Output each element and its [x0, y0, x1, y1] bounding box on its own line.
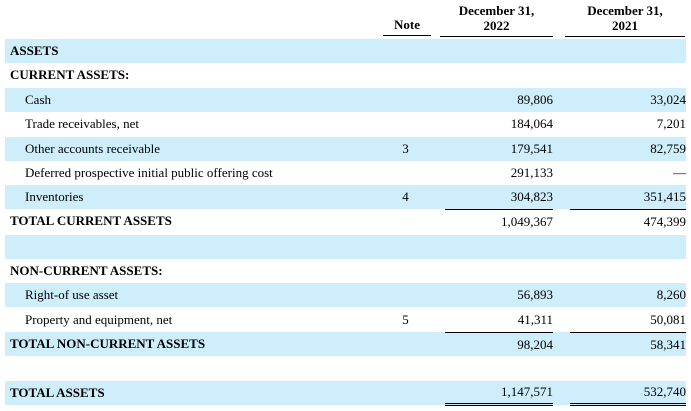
row-note: 3: [402, 141, 409, 156]
col-2021-line1: December 31,: [587, 3, 663, 18]
row-note: [375, 88, 436, 112]
row-value-2022: 1,147,571: [445, 381, 553, 406]
row-value-2021: 33,024: [650, 92, 686, 107]
table-row-cash: [5, 88, 686, 112]
section-current-assets-label: CURRENT ASSETS:: [10, 67, 130, 82]
spacer-row: [5, 235, 686, 259]
row-value-2022: 291,133: [510, 165, 553, 180]
row-value-2021: 351,415: [643, 189, 686, 204]
table-row-property-equipment: [5, 308, 686, 332]
table-row-total-current-assets: [5, 209, 686, 233]
table-row-total-non-current-assets: [5, 332, 686, 356]
row-value-2022: 304,823: [510, 189, 553, 204]
row-label: TOTAL NON-CURRENT ASSETS: [10, 336, 206, 351]
section-assets: [5, 39, 686, 63]
row-label: TOTAL ASSETS: [10, 385, 105, 400]
table-row-right-of-use: [5, 283, 686, 307]
row-value-2022: 184,064: [510, 116, 553, 131]
table-row-deferred-ipo-cost: [5, 161, 686, 185]
row-value-2022: 41,311: [517, 312, 553, 327]
row-label: Property and equipment, net: [25, 312, 173, 327]
note-header-label: Note: [394, 17, 420, 32]
row-value-2021: 474,399: [570, 209, 686, 233]
row-value-2022: 89,806: [517, 92, 553, 107]
col-2021-line2: 2021: [612, 18, 638, 33]
row-label: Inventories: [25, 189, 84, 204]
col-2022-line2: 2022: [483, 18, 510, 33]
table-row-trade-receivables: [5, 112, 686, 136]
row-value-2022: 56,893: [517, 287, 553, 302]
row-value-2022: 179,541: [510, 141, 553, 156]
row-label: Right-of use asset: [25, 287, 119, 302]
row-value-2021: 50,081: [650, 312, 686, 327]
row-note: [375, 112, 436, 136]
row-value-2021: —: [673, 165, 686, 180]
row-value-2021: 58,341: [570, 332, 686, 356]
row-note: [375, 283, 436, 307]
row-note: [375, 161, 436, 185]
row-label: TOTAL CURRENT ASSETS: [10, 213, 172, 228]
section-current-assets: [5, 63, 686, 87]
row-value-2021: 532,740: [570, 381, 686, 406]
section-assets-label: ASSETS: [10, 43, 59, 58]
column-header-2021: [565, 3, 685, 37]
column-header-2022: [440, 3, 553, 37]
column-header-note: [383, 17, 431, 36]
table-row-inventories: [5, 185, 686, 209]
row-value-2022: 1,049,367: [445, 209, 553, 233]
col-2022-line1: December 31,: [458, 3, 535, 18]
section-non-current-assets-label: NON-CURRENT ASSETS:: [10, 263, 163, 278]
row-label: Cash: [25, 92, 51, 107]
row-value-2021: 7,201: [656, 116, 686, 131]
row-label: Deferred prospective initial public offering cost: [25, 165, 273, 180]
row-note: 5: [402, 312, 409, 327]
row-value-2021: 82,759: [650, 141, 686, 156]
table-row-total-assets: [5, 381, 686, 405]
row-label: Trade receivables, net: [25, 116, 139, 131]
row-label: Other accounts receivable: [25, 141, 160, 156]
row-value-2022: 98,204: [445, 332, 553, 356]
row-note: 4: [402, 189, 409, 204]
table-row-other-receivables: [5, 137, 686, 161]
section-non-current-assets: [5, 259, 686, 283]
row-value-2021: 8,260: [656, 287, 686, 302]
